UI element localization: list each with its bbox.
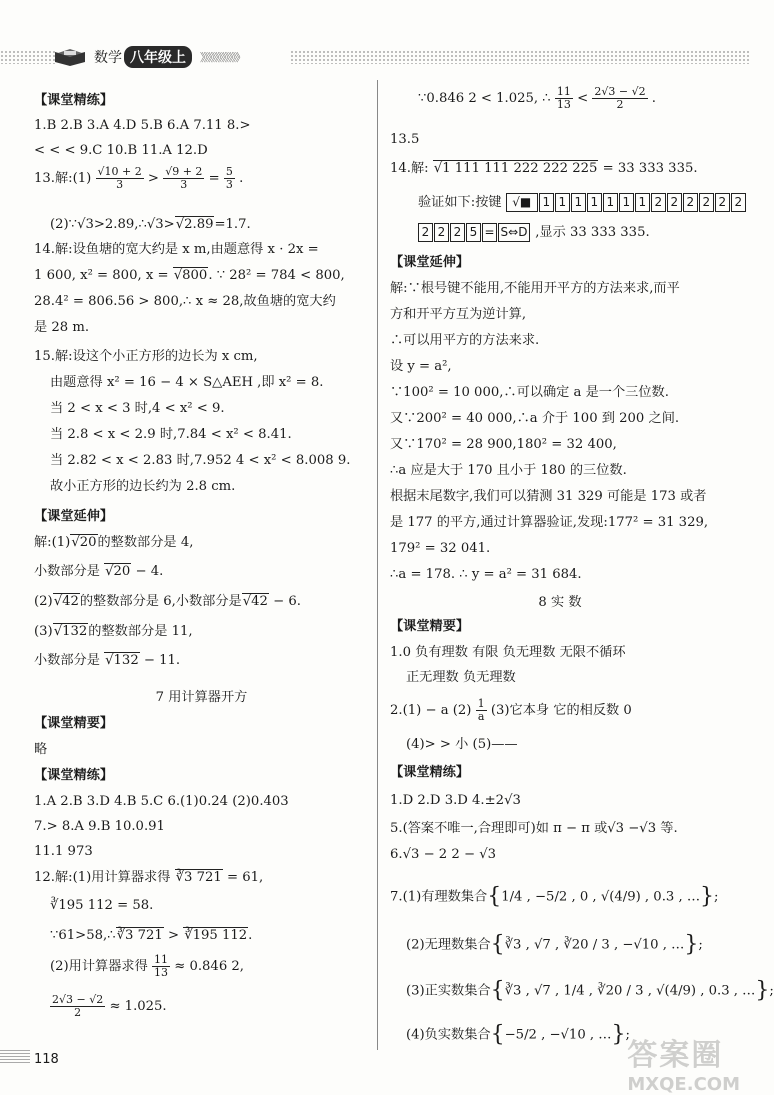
ext-line3 — [34, 595, 301, 608]
text: (2) — [34, 594, 53, 609]
set-line-3 — [406, 980, 774, 1002]
text: − 11. — [139, 653, 181, 668]
q12-line5 — [50, 994, 167, 1019]
q14-line4: 是 28 m. — [34, 320, 90, 335]
watermark-line1: 答案圈 — [627, 1038, 724, 1073]
summary-text: 略 — [34, 742, 48, 757]
section-title: 【课堂精要】 — [34, 716, 114, 731]
text: 小数部分是 — [34, 564, 105, 579]
ext-line2 — [34, 565, 163, 578]
ext-line: 是 177 的平方,通过计算器验证,发现:177² = 31 329, — [390, 515, 709, 530]
radical: ∛195 112 — [184, 928, 248, 943]
q14-line1: 14.解:设鱼塘的宽大约是 x m,由题意得 x · 2x = — [34, 242, 319, 257]
brace: } — [684, 932, 699, 957]
set-line-2 — [406, 934, 703, 956]
fraction — [592, 86, 647, 111]
header-title — [92, 46, 250, 68]
text: 解:(1) — [34, 535, 71, 550]
q15-line2: 由题意得 x² = 16 − 4 × S△AEH ,即 x² = 8. — [50, 375, 324, 390]
book-logo-icon — [52, 46, 88, 68]
calculator-key: 1 — [587, 193, 602, 212]
ext-line: 又∵170² = 28 900,180² = 32 400, — [390, 437, 617, 452]
numerator: 2√3 − √2 — [594, 85, 646, 98]
set-items: −5/2 , −√10 , … — [504, 1027, 612, 1043]
fraction — [96, 166, 144, 191]
numerator: √10 + 2 — [97, 165, 142, 178]
page-number: 118 — [34, 1052, 59, 1067]
denominator: 2 — [74, 1006, 82, 1020]
brace: { — [490, 978, 505, 1003]
q12-line4 — [50, 954, 244, 979]
text: (4)负实数集合 — [406, 1027, 491, 1043]
text: = — [208, 171, 220, 187]
section-title: 【课堂精要】 — [390, 619, 470, 634]
radical: √42 — [53, 594, 79, 609]
summary-line: 1.0 负有理数 有限 负无理数 无限不循环 — [390, 645, 626, 660]
ext-line: ∴a = 178. ∴ y = a² = 31 684. — [390, 567, 582, 582]
q12-line1 — [34, 871, 263, 884]
text: > — [147, 171, 159, 187]
calculator-key: 2 — [450, 223, 465, 242]
answer-line: 7.> 8.A 9.B 10.0.91 — [34, 819, 165, 834]
denominator: 3 — [180, 178, 188, 192]
text: − 6. — [268, 594, 301, 609]
calculator-key: 2 — [418, 223, 433, 242]
text: ; — [698, 937, 703, 953]
denominator: 13 — [154, 966, 169, 980]
text: (2)∵√3>2.89,∴√3> — [50, 217, 175, 232]
radical: √42 — [242, 594, 268, 609]
calculator-key: √■ — [506, 193, 538, 212]
watermark-line2: MXQE.COM — [627, 1074, 740, 1095]
radical: ∛3 721 — [116, 928, 163, 943]
answer-line: 5.(答案不唯一,合理即可)如 π − π 或√3 −√3 等. — [390, 821, 678, 836]
set-line-1 — [390, 886, 719, 908]
key-row — [506, 195, 747, 210]
answer-line: 13.5 — [390, 132, 420, 147]
header-dots-right — [290, 50, 750, 64]
ext-line: 解:∵根号键不能用,不能用开平方的方法来求,而平 — [390, 281, 680, 296]
calculator-key: = — [482, 223, 497, 242]
grade-badge: 八年级上 — [124, 46, 192, 68]
ext-line: ∴可以用平方的方法来求. — [390, 333, 540, 348]
key-sequence-1 — [418, 193, 747, 212]
denominator: 13 — [556, 98, 571, 112]
text: . — [248, 928, 253, 943]
q12-line3 — [50, 929, 252, 942]
fraction — [476, 698, 487, 723]
text: = 61, — [222, 870, 264, 885]
calculator-key: 2 — [651, 193, 666, 212]
calculator-key: 1 — [571, 193, 586, 212]
header-dots-left — [0, 50, 55, 64]
denominator: a — [477, 710, 485, 724]
q15-line5: 当 2.82 < x < 2.83 时,7.952 4 < x² < 8.008 9. — [50, 453, 351, 468]
fraction — [152, 954, 170, 979]
text: =1.7. — [214, 217, 251, 232]
numerator: 11 — [154, 953, 169, 966]
radical: ∛3 721 — [175, 870, 222, 885]
set-line-4 — [406, 1024, 630, 1046]
calculator-key: 2 — [731, 193, 746, 212]
chapter-title: 8 实 数 — [538, 595, 582, 610]
q14-line3: 28.4² = 806.56 > 800,∴ x ≈ 28,故鱼塘的宽大约 — [34, 294, 336, 309]
radical: √2.89 — [175, 217, 214, 232]
calculator-key: 5 — [466, 223, 481, 242]
text: − 4. — [131, 564, 164, 579]
text: . — [239, 171, 244, 187]
q13-line1 — [34, 166, 243, 191]
text: ∵61>58,∴ — [50, 928, 116, 943]
ext-line: 方和开平方互为逆计算, — [390, 307, 527, 322]
ext-line1 — [34, 536, 193, 549]
calculator-key: 1 — [555, 193, 570, 212]
radical: √132 — [53, 624, 88, 639]
text: 的整数部分是 6,小数部分是 — [79, 594, 242, 609]
ext-line: 设 y = a², — [390, 359, 452, 374]
text: 2.(1) − a (2) — [390, 703, 472, 719]
numerator: 11 — [556, 85, 571, 98]
radical: √20 — [71, 535, 97, 550]
answer-line: 1.B 2.B 3.A 4.D 5.B 6.A 7.11 8.> — [34, 118, 251, 133]
section-title: 【课堂精练】 — [390, 765, 470, 780]
text: ; — [625, 1027, 630, 1043]
summary-line: 正无理数 负无理数 — [406, 670, 516, 685]
summary-line-3 — [390, 698, 632, 723]
numerator: 1 — [477, 697, 485, 710]
text: 的整数部分是 4, — [97, 535, 194, 550]
text: (3) — [34, 624, 53, 639]
brace: } — [700, 884, 715, 909]
header-chevrons: 》》》》》》》》》》》 — [200, 51, 244, 64]
ext-line: ∴a 应是大于 170 且小于 180 的三位数. — [390, 463, 627, 478]
text: ∵0.846 2 < 1.025, ∴ — [418, 91, 551, 107]
q13-line2 — [50, 218, 251, 231]
set-items: 1/4 , −5/2 , 0 , √(4/9) , 0.3 , … — [501, 889, 701, 905]
section-title: 【课堂精练】 — [34, 93, 114, 108]
key-sequence-2 — [418, 223, 650, 242]
page-header — [0, 40, 750, 72]
calculator-key: 1 — [539, 193, 554, 212]
denominator: 2 — [616, 98, 624, 112]
brace: { — [490, 932, 505, 957]
text: 14.解: — [390, 161, 433, 176]
text: ≈ 1.025. — [109, 999, 167, 1015]
numerator: √9 + 2 — [165, 165, 203, 178]
answer-line: < < < 9.C 10.B 11.A 12.D — [34, 143, 208, 158]
brace: } — [611, 1022, 626, 1047]
brace: { — [487, 884, 502, 909]
brace: { — [490, 1022, 505, 1047]
key-row — [418, 225, 531, 240]
text: = 33 333 335. — [598, 161, 698, 176]
chapter-title: 7 用计算器开方 — [155, 690, 248, 705]
q15-line4: 当 2.8 < x < 2.9 时,7.84 < x² < 8.41. — [50, 427, 292, 442]
denominator: 3 — [225, 178, 233, 192]
text: > — [163, 928, 184, 943]
calculator-key: 2 — [699, 193, 714, 212]
answer-line: 11.1 973 — [34, 844, 93, 859]
r-line3 — [390, 162, 698, 175]
text: ,显示 33 333 335. — [535, 225, 650, 240]
text: (3)它本身 它的相反数 0 — [490, 703, 632, 719]
q14-line2 — [34, 269, 345, 282]
text: . ∵ 28² = 784 < 800, — [208, 268, 345, 283]
answer-line: 1.D 2.D 3.D 4.±2√3 — [390, 793, 521, 808]
q15-line6: 故小正方形的边长约为 2.8 cm. — [50, 479, 236, 494]
section-title: 【课堂延伸】 — [34, 509, 114, 524]
radical: √1 111 111 222 222 225 — [433, 161, 598, 176]
numerator: 2√3 − √2 — [52, 993, 104, 1006]
text: (2)无理数集合 — [406, 937, 491, 953]
page-number-decoration — [0, 1050, 30, 1064]
summary-line: (4)> > 小 (5)—— — [406, 737, 518, 752]
set-items: ∛3 , √7 , ∛20 / 3 , −√10 , … — [504, 937, 685, 953]
calculator-key: 2 — [434, 223, 449, 242]
section-title: 【课堂延伸】 — [390, 255, 470, 270]
set-items: ∛3 , √7 , 1/4 , ∛20 / 3 , √(4/9) , 0.3 , … — [504, 983, 756, 999]
ext-line: 179² = 32 041. — [390, 541, 491, 556]
radical: √800 — [173, 268, 208, 283]
text: 7.(1)有理数集合 — [390, 889, 488, 905]
ext-line5 — [34, 654, 180, 667]
r-line1 — [418, 86, 656, 111]
calculator-key: 1 — [603, 193, 618, 212]
calculator-key: 2 — [667, 193, 682, 212]
watermark — [625, 1027, 740, 1095]
column-divider — [377, 80, 378, 1050]
section-title: 【课堂精练】 — [34, 768, 114, 783]
ext-line: 又∵200² = 40 000,∴a 介于 100 到 200 之间. — [390, 411, 680, 426]
text: 12.解:(1)用计算器求得 — [34, 870, 175, 885]
text: 小数部分是 — [34, 653, 105, 668]
q12-line2: ∛195 112 = 58. — [50, 898, 154, 913]
brace: } — [755, 978, 770, 1003]
text: 的整数部分是 11, — [88, 624, 193, 639]
calculator-key: 1 — [635, 193, 650, 212]
text: (3)正实数集合 — [406, 983, 491, 999]
ext-line4 — [34, 625, 193, 638]
fraction — [163, 166, 204, 191]
q15-line1: 15.解:设这个小正方形的边长为 x cm, — [34, 349, 258, 364]
subject-label: 数学 — [94, 50, 122, 66]
denominator: 3 — [116, 178, 124, 192]
fraction — [224, 166, 235, 191]
fraction — [50, 994, 105, 1019]
text: 13.解:(1) — [34, 171, 92, 187]
calculator-key: 2 — [715, 193, 730, 212]
radical: √132 — [105, 653, 139, 668]
text: ; — [714, 889, 719, 905]
ext-line: ∵100² = 10 000,∴可以确定 a 是一个三位数. — [390, 385, 669, 400]
text: 验证如下:按键 — [418, 195, 502, 210]
text: < — [577, 91, 589, 107]
answer-line: 6.√3 − 2 2 − √3 — [390, 847, 497, 862]
calculator-key: 1 — [619, 193, 634, 212]
text: . — [651, 91, 656, 107]
calculator-key: S⇔D — [498, 223, 530, 242]
radical: √20 — [105, 564, 131, 579]
text: 1 600, x² = 800, x = — [34, 268, 173, 283]
calculator-key: 2 — [683, 193, 698, 212]
text: (2)用计算器求得 — [50, 959, 148, 975]
answer-line: 1.A 2.B 3.D 4.B 5.C 6.(1)0.24 (2)0.403 — [34, 794, 289, 809]
fraction — [555, 86, 573, 111]
ext-line: 根据末尾数字,我们可以猜测 31 329 可能是 173 或者 — [390, 489, 707, 504]
q15-line3: 当 2 < x < 3 时,4 < x² < 9. — [50, 401, 225, 416]
numerator: 5 — [225, 165, 233, 178]
text: ; — [769, 983, 774, 999]
text: ≈ 0.846 2, — [174, 959, 244, 975]
